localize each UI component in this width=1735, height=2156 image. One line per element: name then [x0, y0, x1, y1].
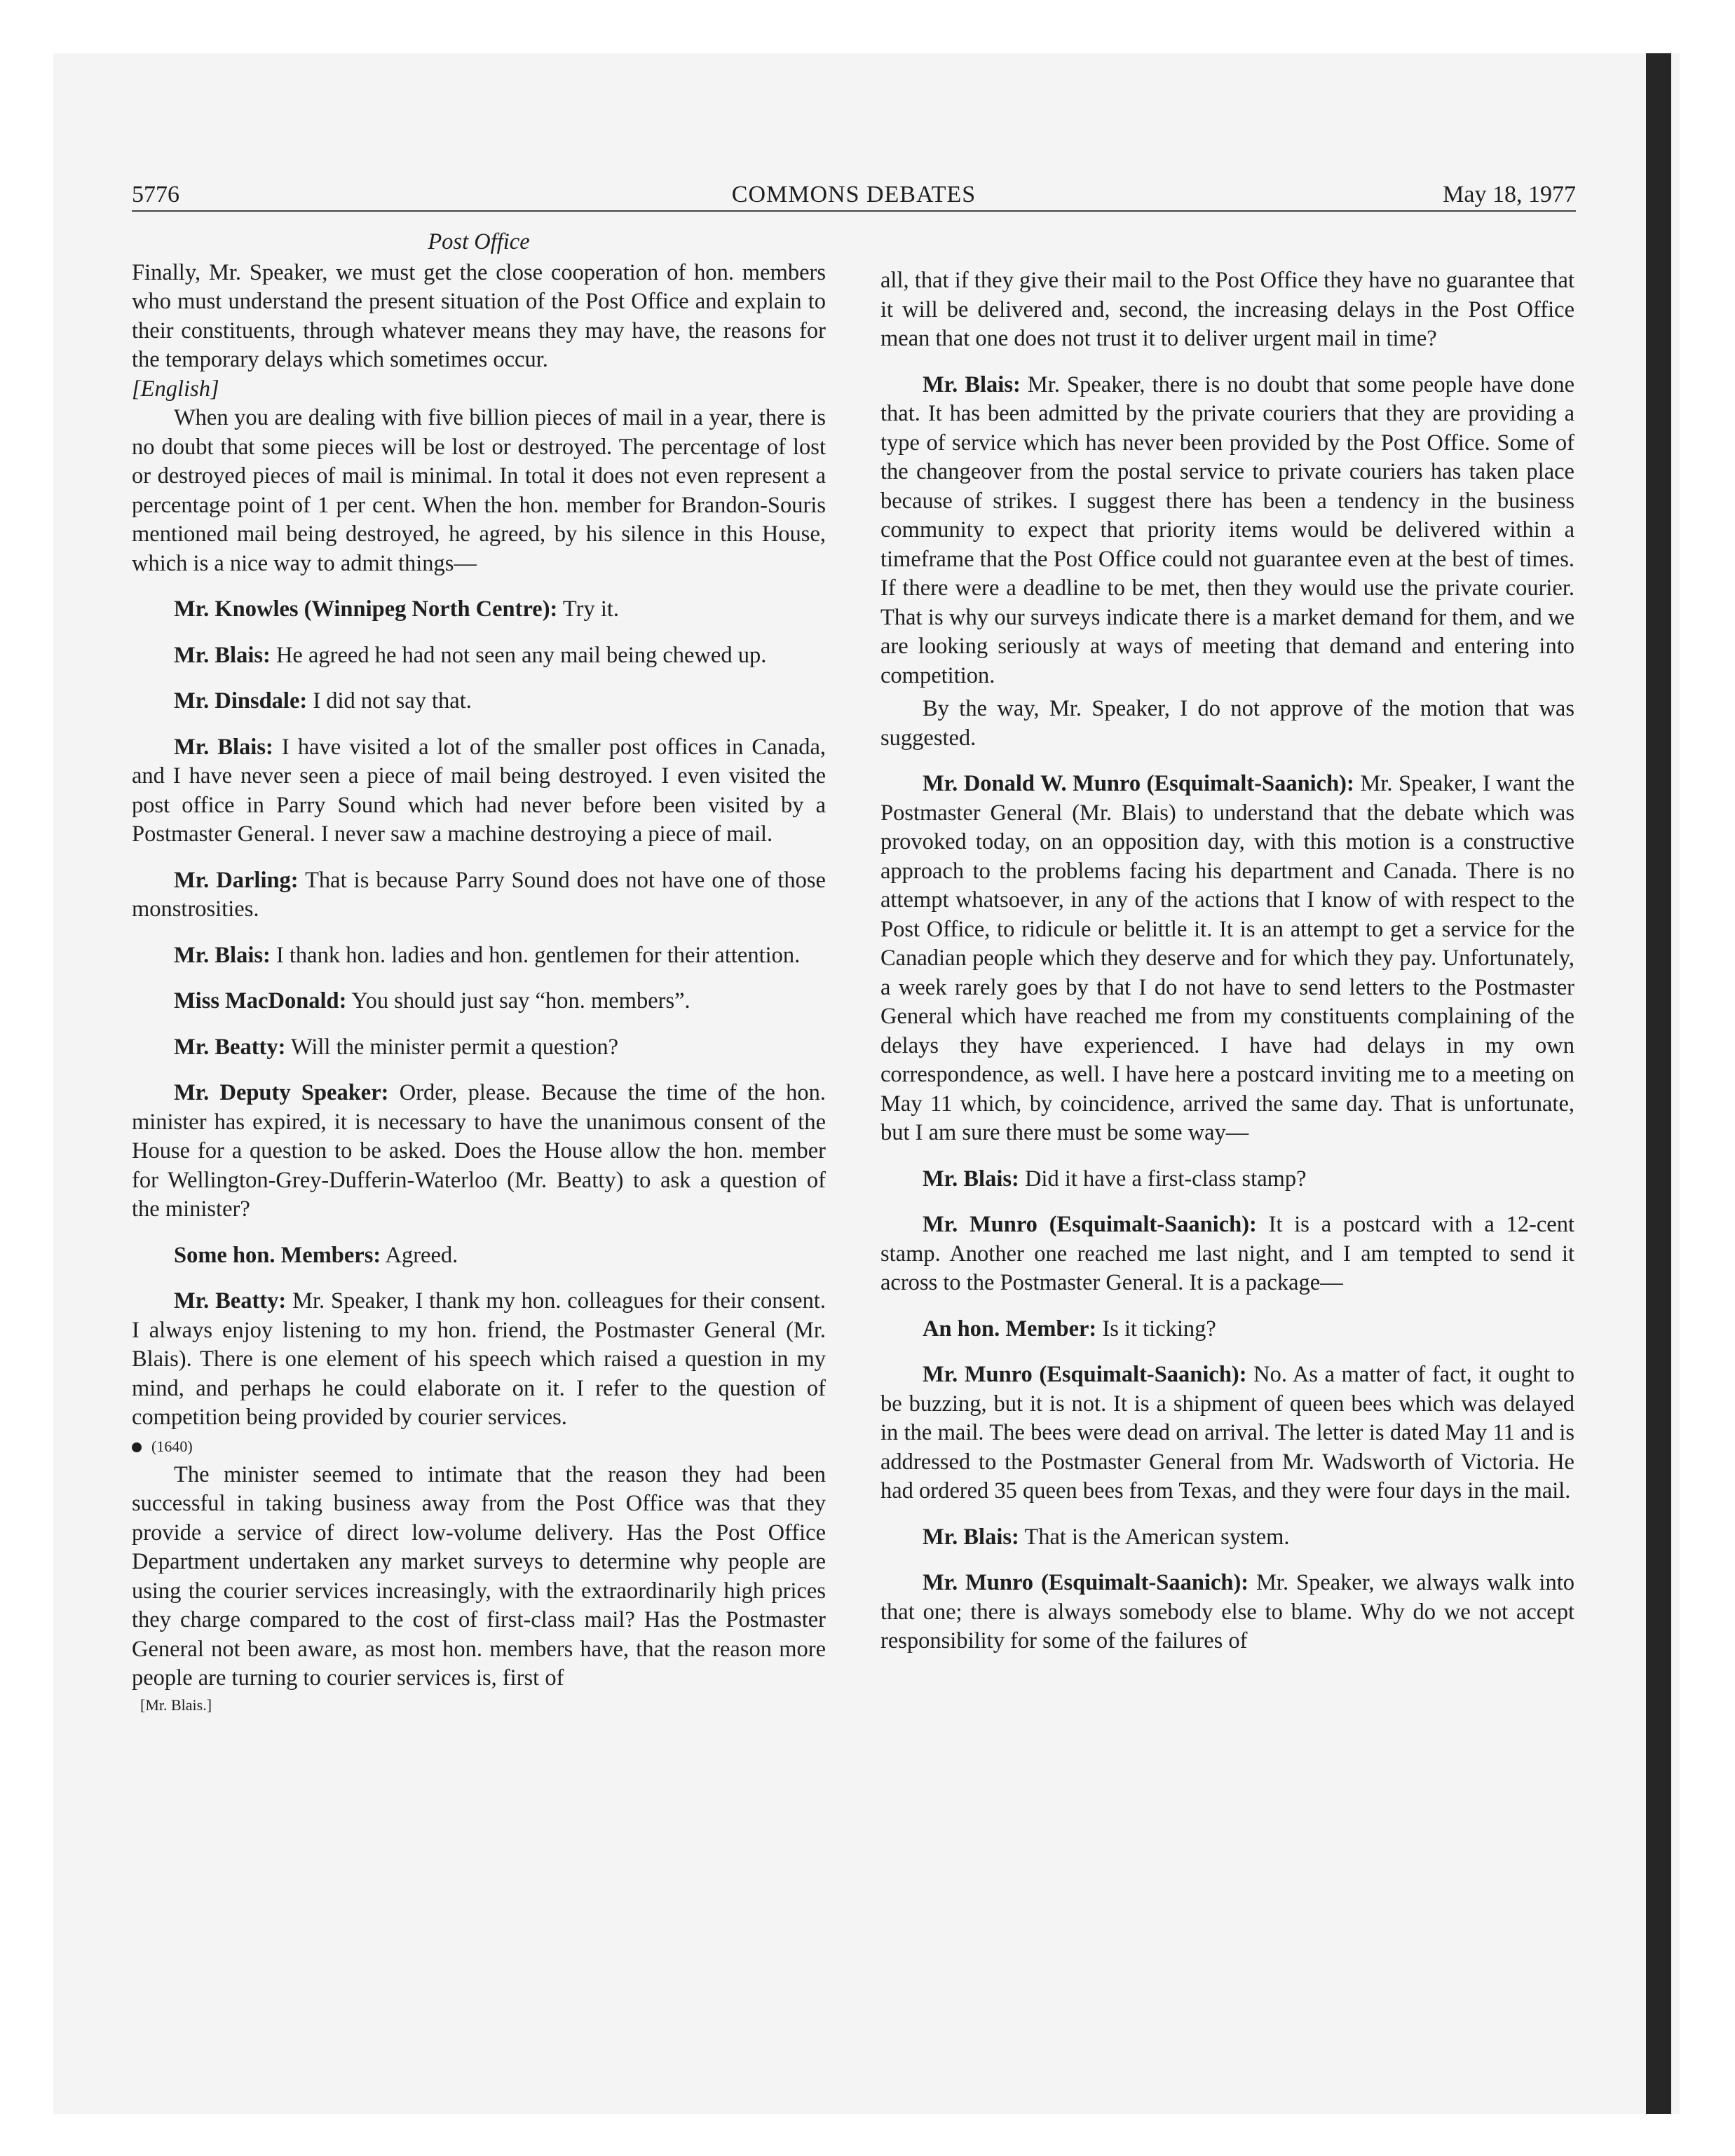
speech-text: No. As a matter of fact, it ought to be buzzing, but it is not. It is a shipment of queen bees which was delayed in the mail. The bees were dead on arrival. The letter is dated May 11 and is addressed to the Postmaster General from Mr. Wadsworth of Victoria. He had ordered 35 queen bees from Texas, and they were four days in the mail. — [880, 1362, 1574, 1503]
speaker-name: Some hon. Members: — [174, 1242, 381, 1268]
scan-edge-shadow — [1646, 53, 1671, 2114]
speech-text: I have visited a lot of the smaller post offices in Canada, and I have never seen a piece of mail being destroyed. I even visited the post office in Parry Sound which had never before been visited by a Postmaster General. I never saw a machine destroying a piece of mail. — [132, 734, 826, 847]
speech — [880, 1523, 1574, 1553]
speech-text: Mr. Speaker, there is no doubt that some people have done that. It has been admitted by the private couriers that they are providing a type of service which has never been provided by the Post Office. Some of the changeover from the postal service to private couriers has taken place because of strikes. I suggest there has been a tendency in the business community to expect that priority items would be delivered within a timeframe that the Post Office could not guarantee even at the best of times. If there were a deadline to be met, then they would use the private courier. That is why our surveys indicate there is a market demand for them, and we are looking seriously at ways of meeting that demand and entering into competition. — [880, 371, 1575, 688]
speech-text: Order, please. Because the time of the hon. minister has expired, it is necessary to have the unanimous consent of the House for a question to be asked. Does the House allow the hon. member for Wellington-Grey-Dufferin-Waterloo (Mr. Beatty) to ask a question of the minister? — [132, 1080, 826, 1222]
speaker-name: Mr. Blais: — [174, 642, 271, 668]
paragraph: Finally, Mr. Speaker, we must get the close cooperation of hon. members who must understand the present situation of the Post Office and explain to their constituents, through whatever means they may have, the reasons for the temporary delays which sometimes occur. — [132, 259, 826, 372]
paragraph: When you are dealing with five billion pieces of mail in a year, there is no doubt that some pieces will be lost or destroyed. The percentage of lost or destroyed pieces of mail is minimal. In total it does not even represent a percentage point of 1 per cent. When the hon. member for Brandon-Souris mentioned mail being destroyed, he agreed, by his silence in this House, which is a nice way to admit things— — [132, 405, 826, 576]
speech-text: That is the American system. — [1024, 1524, 1290, 1550]
speaker-name: Mr. Blais: — [923, 1166, 1019, 1192]
speech — [132, 687, 826, 716]
speech — [880, 1360, 1574, 1506]
speaker-name: Mr. Donald W. Munro (Esquimalt-Saanich): — [923, 771, 1354, 796]
speech-text: Try it. — [562, 596, 619, 622]
speaker-name: Mr. Beatty: — [174, 1034, 286, 1060]
paragraph: all, that if they give their mail to the Post Office they have no guarantee that it will be delivered and, second, the increasing delays in the Post Office mean that one does not trust it to deliver urgent mail in time? — [880, 268, 1574, 351]
speech-text: I did not say that. — [313, 688, 472, 714]
speech — [132, 1079, 826, 1224]
left-column — [132, 228, 826, 1717]
publication-date: May 18, 1977 — [1443, 182, 1576, 207]
speech — [880, 1165, 1574, 1194]
speech-text: Mr. Speaker, I want the Postmaster General (Mr. Blais) to understand that the debate which was provoked today, on an opposition day, with this motion is a constructive approach to the problems facing his department and Canada. There is no attempt whatsoever, in any of the actions that I know of with respect to the Post Office, to ridicule or belittle it. It is an attempt to get a service for the Canadian people which they deserve and for which they pay. Unfortunately, a week rarely goes by that I do not have to send letters to the Postmaster General which have reached me from my constituents complaining of the delays they have experienced. I have had delays in my own correspondence, as well. I have here a postcard inviting me to a meeting on May 11 which, by coincidence, arrived the same day. That is unfortunate, but I am sure there must be some way— — [880, 771, 1575, 1145]
speaker-name: Mr. Blais: — [174, 734, 273, 760]
speaker-name: Mr. Blais: — [923, 371, 1021, 397]
page-number: 5776 — [132, 182, 179, 207]
page-header — [132, 179, 1576, 211]
speech-text: Did it have a first-class stamp? — [1024, 1166, 1307, 1192]
paragraph: By the way, Mr. Speaker, I do not approve of the motion that was suggested. — [880, 696, 1574, 751]
header-rule — [132, 210, 1576, 212]
speech-text: Is it ticking? — [1102, 1316, 1216, 1342]
speech — [880, 1569, 1574, 1656]
speech — [880, 1210, 1574, 1298]
speaker-name: Mr. Beatty: — [174, 1288, 287, 1314]
speech-text: I thank hon. ladies and hon. gentlemen for their attention. — [275, 942, 801, 968]
speech-text: It is a postcard with a 12-cent stamp. Another one reached me last night, and I am tempted to send it across to the Postmaster General. It is a package— — [880, 1212, 1574, 1295]
speaker-name: Mr. Dinsdale: — [174, 688, 308, 714]
speech-text: Mr. Speaker, I thank my hon. colleagues for their consent. I always enjoy listening to my hon. friend, the Postmaster General (Mr. Blais). There is one element of his speech which raised a question in my mind, and perhaps he could elaborate on it. I refer to the question of competition being provided by courier services. — [132, 1288, 826, 1430]
speech-text: Agreed. — [385, 1242, 458, 1268]
speaker-name: Mr. Darling: — [174, 867, 299, 893]
speaker-name: An hon. Member: — [923, 1316, 1097, 1342]
speech — [880, 1315, 1574, 1344]
speaker-name: Mr. Munro (Esquimalt-Saanich): — [923, 1570, 1249, 1595]
subject-heading: Post Office — [428, 229, 530, 254]
speech — [132, 866, 826, 925]
paragraph: The minister seemed to intimate that the reason they had been successful in taking business away from the Post Office was that they provide a service of direct low-volume delivery. Has the Post Office Department undertaken any market surveys to determine why people are using the courier services increasingly, with the extraordinarily high prices they charge compared to the cost of first-class mail? Has the Postmaster General not been aware, as most hon. members have, that the reason more people are turning to courier services is, first of — [132, 1461, 826, 1691]
speaker-name: Mr. Blais: — [923, 1524, 1019, 1550]
speech — [132, 1033, 826, 1063]
speech-text: You should just say “hon. members”. — [351, 988, 690, 1014]
speech — [880, 770, 1574, 1148]
speech — [880, 371, 1574, 691]
speech-text: Mr. Speaker, we always walk into that one; there is always somebody else to blame. Why do we not accept responsibility for some of the failures of — [880, 1570, 1574, 1653]
speaker-name: Mr. Blais: — [174, 942, 271, 968]
speech-text: He agreed he had not seen any mail being chewed up. — [275, 642, 767, 668]
speaker-name: Mr. Deputy Speaker: — [174, 1080, 389, 1105]
right-column — [880, 266, 1574, 1656]
speech — [132, 941, 826, 971]
language-marker: [English] — [132, 376, 219, 402]
speech — [132, 733, 826, 850]
speech — [132, 987, 826, 1016]
speaker-name: Mr. Munro (Esquimalt-Saanich): — [923, 1212, 1257, 1237]
speaker-name: Mr. Knowles (Winnipeg North Centre): — [174, 596, 558, 622]
speaker-name: Miss MacDonald: — [174, 988, 347, 1014]
speech-text: Will the minister permit a question? — [290, 1034, 619, 1060]
speech — [132, 1287, 826, 1433]
speech — [132, 1241, 826, 1271]
bullet-icon — [132, 1442, 142, 1452]
publication-title: COMMONS DEBATES — [731, 182, 977, 207]
timestamp — [132, 1433, 826, 1461]
speech — [132, 595, 826, 625]
speaker-name: Mr. Munro (Esquimalt-Saanich): — [923, 1362, 1247, 1387]
speech — [132, 641, 826, 671]
speech-text: That is because Parry Sound does not have one of those monstrosities. — [132, 867, 826, 922]
footnote: [Mr. Blais.] — [140, 1696, 212, 1714]
timestamp-text: (1640) — [151, 1437, 193, 1455]
